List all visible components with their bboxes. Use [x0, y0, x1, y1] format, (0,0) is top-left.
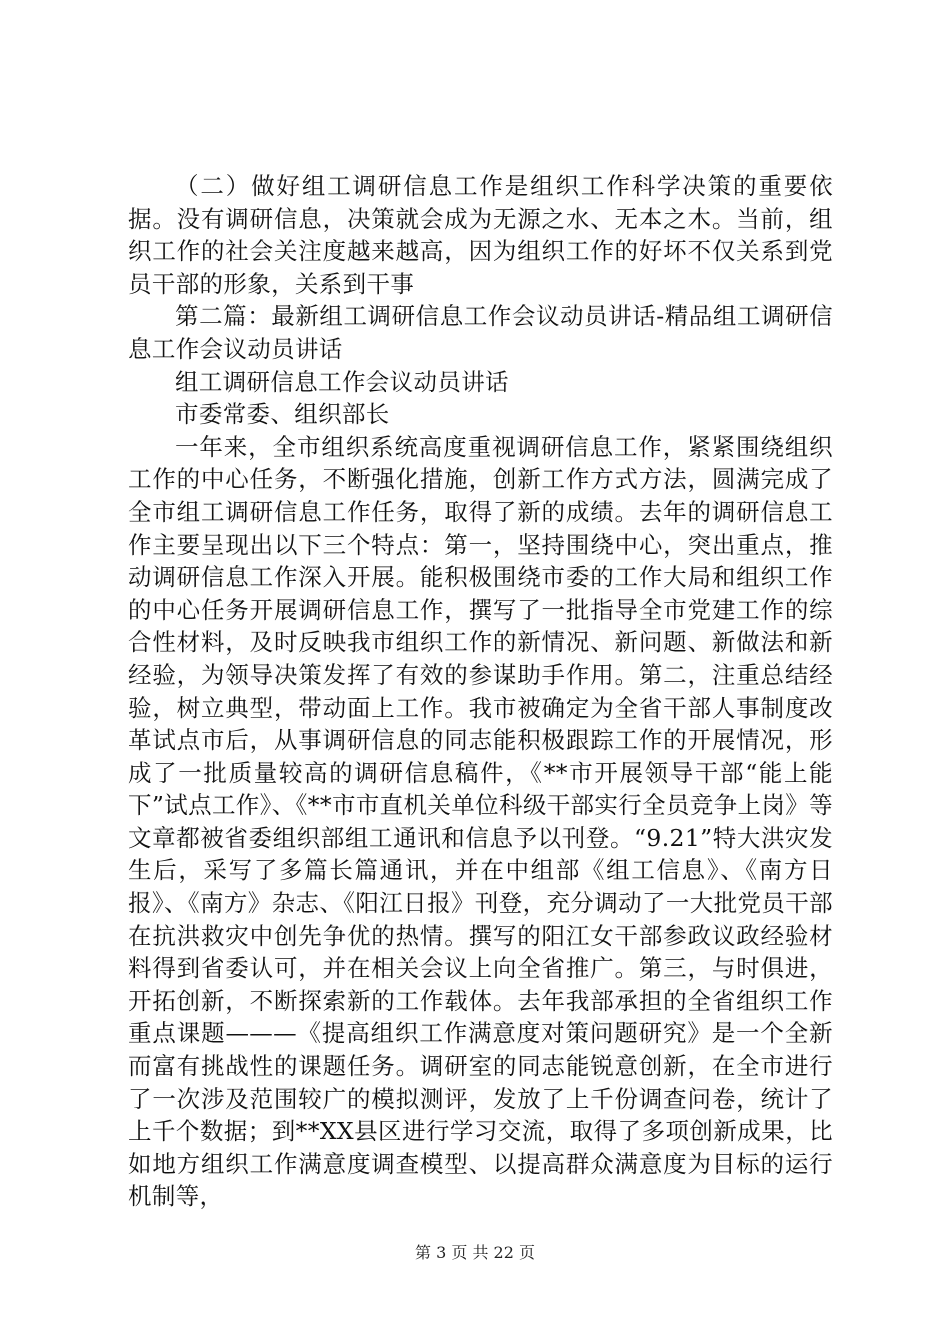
paragraph: 第二篇：最新组工调研信息工作会议动员讲话-精品组工调研信息工作会议动员讲话	[128, 302, 833, 363]
paragraph: （二）做好组工调研信息工作是组织工作科学决策的重要依据。没有调研信息，决策就会成为无源之水、无本之木。当前，组织工作的社会关注度越来越高，因为组织工作的好坏不仅关系到党员干部的形象，关系到干事	[128, 172, 833, 298]
paragraph: 一年来，全市组织系统高度重视调研信息工作，紧紧围绕组织工作的中心任务，不断强化措施，创新工作方式方法，圆满完成了全市组工调研信息工作任务，取得了新的成绩。去年的调研信息工作主要呈现出以下三个特点：第一，坚持围绕中心，突出重点，推动调研信息工作深入开展。能积极围绕市委的工作大局和组织工作的中心任务开展调研信息工作，撰写了一批指导全市党建工作的综合性材料，及时反映我市组织工作的新情况、新问题、新做法和新经验，为领导决策发挥了有效的参谋助手作用。第二，注重总结经验，树立典型，带动面上工作。我市被确定为全省干部人事制度改革试点市后，从事调研信息的同志能积极跟踪工作的开展情况，形成了一批质量较高的调研信息稿件，《**市开展领导干部“能上能下”试点工作》、《**市市直机关单位科级干部实行全员竞争上岗》等文章都被省委组织部组工通讯和信息予以刊登。“9.21”特大洪灾发生后，采写了多篇长篇通讯，并在中组部《组工信息》、《南方日报》、《南方》杂志、《阳江日报》刊登，充分调动了一大批党员干部在抗洪救灾中创先争优的热情。撰写的阳江女干部参政议政经验材料得到省委认可，并在相关会议上向全省推广。第三，与时俱进，开拓创新，不断探索新的工作载体。去年我部承担的全省组织工作重点课题———《提高组织工作满意度对策问题研究》是一个全新而富有挑战性的课题任务。调研室的同志能锐意创新，在全市进行了一次涉及范围较广的模拟测评，发放了上千份调查问卷，统计了上千个数据；到**XX县区进行学习交流，取得了多项创新成果，比如地方组织工作满意度调查模型、以提高群众满意度为目标的运行机制等，	[128, 432, 833, 1211]
paragraph: 组工调研信息工作会议动员讲话	[175, 367, 509, 396]
document-body	[128, 170, 833, 1213]
paragraph: 市委常委、组织部长	[175, 400, 390, 429]
page-number-footer: 第 3 页 共 22 页	[415, 1243, 535, 1262]
